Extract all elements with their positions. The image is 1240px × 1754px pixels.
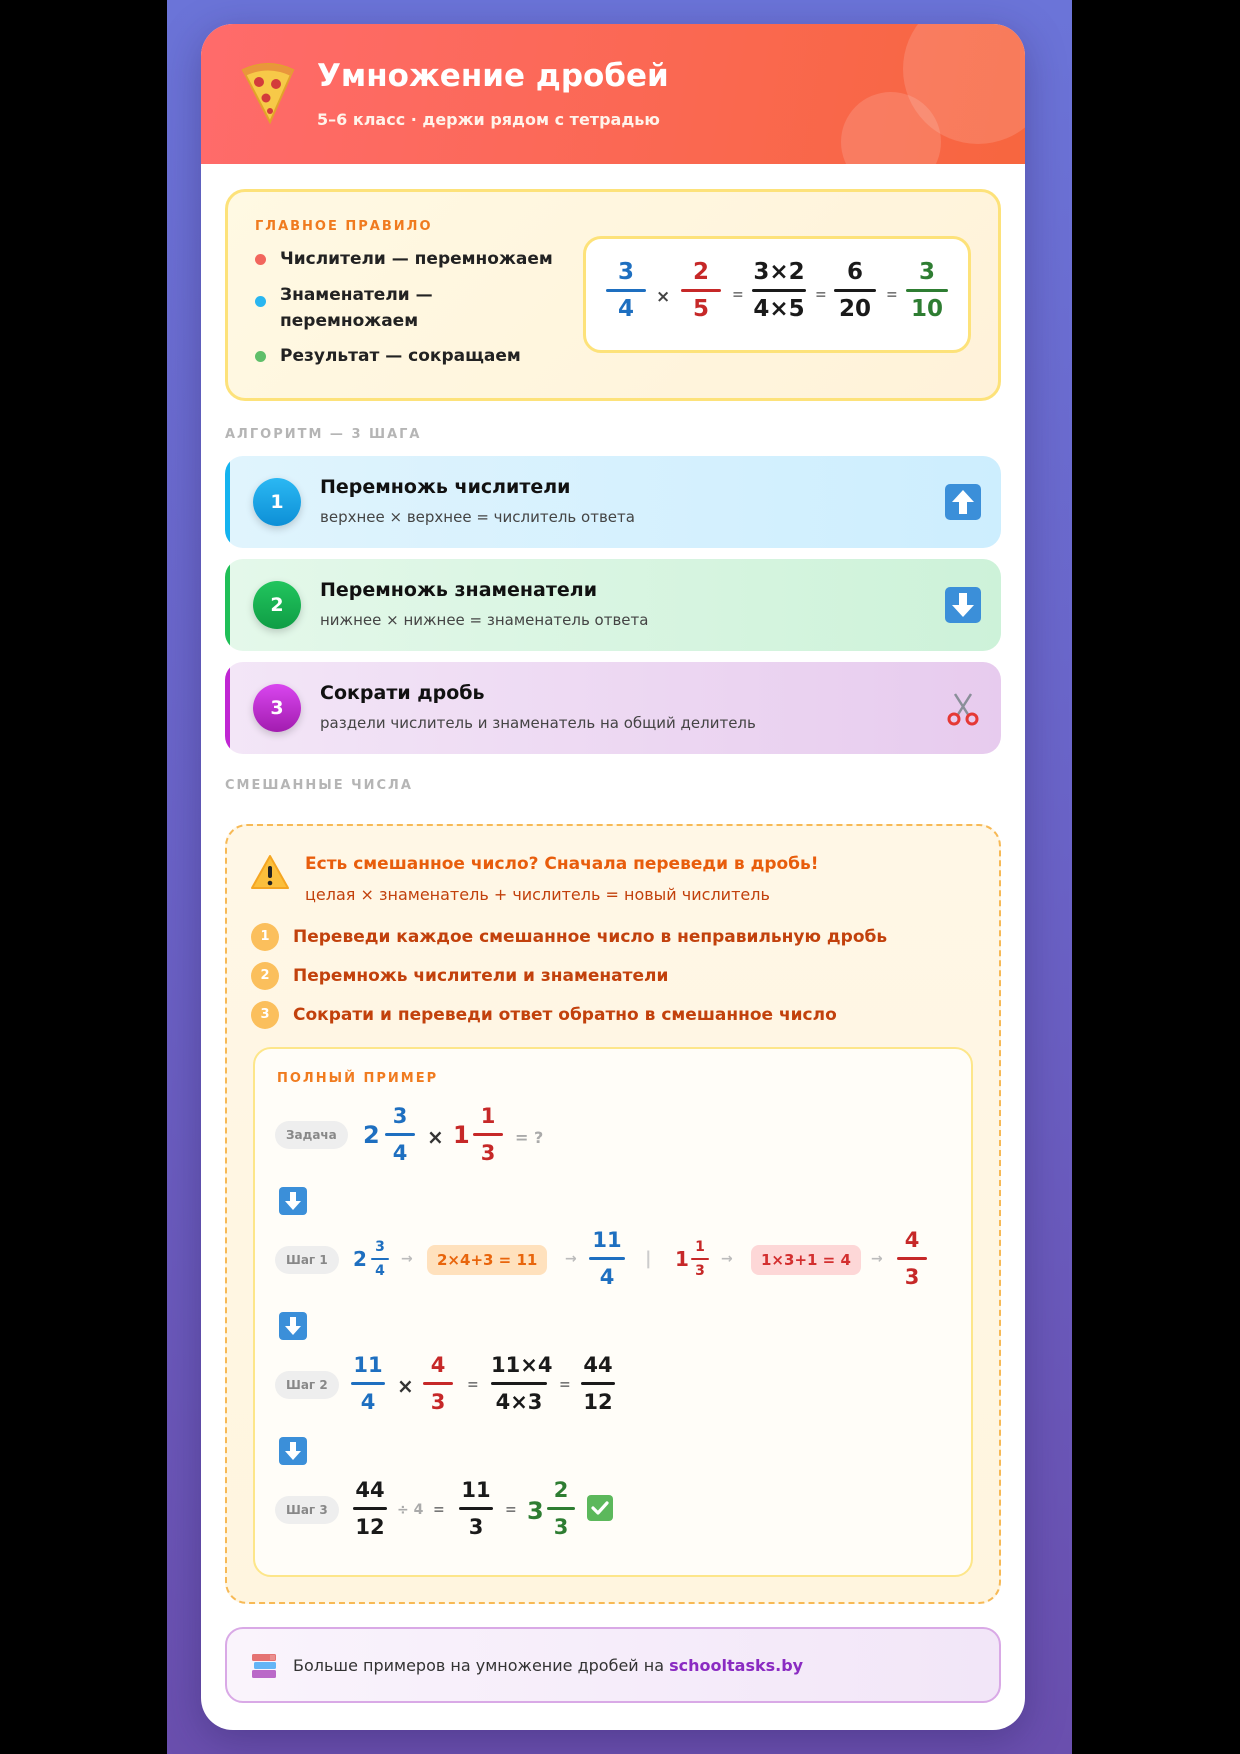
fraction bbox=[491, 1350, 553, 1417]
down-arrow-icon bbox=[279, 1437, 307, 1465]
numerator: 6 bbox=[846, 259, 863, 285]
fraction bbox=[897, 1225, 927, 1292]
denominator: 4 bbox=[392, 1141, 408, 1165]
denominator: 5 bbox=[692, 296, 709, 322]
step-number: 3 bbox=[253, 684, 301, 732]
step-title: Перемножь числители bbox=[320, 476, 571, 498]
fraction bbox=[473, 1101, 503, 1168]
fraction-bar bbox=[906, 289, 948, 292]
fraction-bar bbox=[353, 1507, 387, 1510]
pizza-icon bbox=[239, 60, 297, 124]
footer-text-prefix: Больше примеров на умножение дробей на bbox=[293, 1656, 670, 1675]
numerator: 4 bbox=[904, 1228, 920, 1252]
fraction-bar bbox=[834, 289, 876, 292]
step-title: Сократи дробь bbox=[320, 682, 485, 704]
mixed-whole: 2 bbox=[353, 1247, 367, 1271]
denominator: 4×3 bbox=[495, 1390, 543, 1414]
mixed-step-text: Сократи и переведи ответ обратно в смешанное число bbox=[293, 1005, 837, 1025]
numerator: 3 bbox=[392, 1104, 408, 1128]
task-pill: Задача bbox=[275, 1121, 348, 1149]
numerator: 3 bbox=[375, 1239, 385, 1255]
full-example-box bbox=[253, 1047, 973, 1577]
denominator: 20 bbox=[838, 296, 871, 322]
step-pill: Шаг 3 bbox=[275, 1496, 339, 1524]
numerator: 3 bbox=[918, 259, 935, 285]
denominator: 3 bbox=[430, 1390, 446, 1414]
arrow-sign: → bbox=[721, 1251, 733, 1267]
step-accent-bar bbox=[225, 559, 230, 651]
algorithm-step-3 bbox=[225, 662, 1001, 754]
fraction-bar bbox=[897, 1257, 927, 1260]
fraction bbox=[423, 1350, 453, 1417]
algorithm-step-2 bbox=[225, 559, 1001, 651]
footer-link[interactable]: schooltasks.by bbox=[669, 1656, 804, 1675]
mixed-whole: 2 bbox=[363, 1121, 380, 1149]
fraction-bar bbox=[351, 1382, 385, 1385]
fraction bbox=[459, 1475, 493, 1542]
fraction-bar bbox=[459, 1507, 493, 1510]
denominator: 12 bbox=[583, 1390, 613, 1414]
fraction bbox=[834, 257, 876, 324]
bullet-dot bbox=[255, 254, 266, 265]
scissors-icon bbox=[945, 690, 981, 726]
denominator: 3 bbox=[553, 1515, 569, 1539]
fraction-bar bbox=[423, 1382, 453, 1385]
fraction bbox=[906, 257, 948, 324]
rule-formula bbox=[583, 236, 971, 353]
mixed-step bbox=[251, 923, 887, 951]
numerator: 1 bbox=[480, 1104, 496, 1128]
bullet-dot bbox=[255, 351, 266, 362]
numerator: 4 bbox=[430, 1353, 446, 1377]
step-accent-bar bbox=[225, 456, 230, 548]
question-tail: = ? bbox=[515, 1128, 544, 1147]
equals-sign: = bbox=[505, 1502, 517, 1518]
main-rule-box bbox=[225, 189, 1001, 401]
separator: | bbox=[645, 1248, 652, 1269]
page-title: Умножение дробей bbox=[317, 58, 669, 94]
denominator: 4×5 bbox=[753, 296, 805, 322]
fraction bbox=[681, 257, 721, 324]
arrow-sign: → bbox=[565, 1251, 577, 1267]
fraction bbox=[547, 1475, 575, 1542]
rule-bullet bbox=[255, 343, 521, 369]
step-number: 2 bbox=[253, 581, 301, 629]
denominator: 12 bbox=[355, 1515, 385, 1539]
equals-sign: = bbox=[467, 1377, 479, 1393]
warning-icon bbox=[251, 854, 289, 890]
arrow-sign: → bbox=[401, 1251, 413, 1267]
cheat-sheet-card bbox=[201, 24, 1025, 1730]
rule-bullet-text: Числители — перемножаем bbox=[280, 249, 553, 269]
footer-text bbox=[293, 1656, 803, 1675]
warning-title: Есть смешанное число? Сначала переведи в дробь! bbox=[305, 854, 819, 874]
fraction bbox=[589, 1225, 625, 1292]
step-pill: Шаг 2 bbox=[275, 1371, 339, 1399]
books-icon bbox=[249, 1651, 279, 1681]
mixed-whole: 1 bbox=[453, 1121, 470, 1149]
denominator: 3 bbox=[695, 1263, 705, 1279]
fraction-bar bbox=[691, 1258, 709, 1260]
fraction-bar bbox=[473, 1133, 503, 1136]
check-mark-icon bbox=[587, 1495, 613, 1521]
step-description: раздели числитель и знаменатель на общий делитель bbox=[320, 714, 756, 732]
rule-bullet-text: Результат — сокращаем bbox=[280, 346, 521, 366]
equals-sign: = bbox=[815, 287, 827, 303]
fraction bbox=[691, 1238, 709, 1280]
denominator: 3 bbox=[468, 1515, 484, 1539]
fraction-bar bbox=[606, 289, 646, 292]
rule-bullet-text: Знаменатели — перемножаем bbox=[280, 285, 433, 331]
fraction bbox=[371, 1238, 389, 1280]
fraction-bar bbox=[581, 1382, 615, 1385]
equals-sign: = bbox=[886, 287, 898, 303]
fraction-bar bbox=[491, 1382, 547, 1385]
numerator: 3 bbox=[617, 259, 634, 285]
numerator: 44 bbox=[583, 1353, 613, 1377]
calc-chip: 2×4+3 = 11 bbox=[427, 1245, 547, 1275]
divide-by: ÷ 4 bbox=[397, 1502, 424, 1518]
fraction-bar bbox=[371, 1258, 389, 1260]
fraction bbox=[351, 1350, 385, 1417]
denominator: 3 bbox=[904, 1265, 920, 1289]
header-banner bbox=[201, 24, 1025, 164]
mixed-step bbox=[251, 1001, 837, 1029]
bullet-dot bbox=[255, 296, 266, 307]
up-arrow-icon bbox=[945, 484, 981, 520]
numerator: 3×2 bbox=[753, 259, 805, 285]
numerator: 44 bbox=[355, 1478, 385, 1502]
fraction-bar bbox=[681, 289, 721, 292]
down-arrow-icon bbox=[945, 587, 981, 623]
mixed-whole: 1 bbox=[675, 1247, 689, 1271]
mixed-numbers-box bbox=[225, 824, 1001, 1604]
equals-sign: = bbox=[559, 1377, 571, 1393]
numerator: 11×4 bbox=[491, 1353, 553, 1377]
fraction bbox=[752, 257, 806, 324]
numerator: 2 bbox=[553, 1478, 569, 1502]
mixed-step bbox=[251, 962, 668, 990]
page-background bbox=[167, 0, 1072, 1754]
mixed-step-number: 1 bbox=[251, 923, 279, 951]
down-arrow-icon bbox=[279, 1312, 307, 1340]
numerator: 2 bbox=[692, 259, 709, 285]
mixed-step-text: Переведи каждое смешанное число в неправильную дробь bbox=[293, 927, 888, 947]
fraction bbox=[385, 1101, 415, 1168]
denominator: 4 bbox=[360, 1390, 376, 1414]
algorithm-step-1 bbox=[225, 456, 1001, 548]
denominator: 4 bbox=[617, 296, 634, 322]
numerator: 1 bbox=[695, 1239, 705, 1255]
warning-formula: целая × знаменатель + числитель = новый числитель bbox=[305, 885, 770, 904]
fraction-bar bbox=[385, 1133, 415, 1136]
fraction bbox=[353, 1475, 387, 1542]
arrow-sign: → bbox=[871, 1251, 883, 1267]
fraction-bar bbox=[752, 289, 806, 292]
down-arrow-icon bbox=[279, 1187, 307, 1215]
fraction-bar bbox=[589, 1257, 625, 1260]
numerator: 11 bbox=[461, 1478, 491, 1502]
main-rule-label: ГЛАВНОЕ ПРАВИЛО bbox=[255, 219, 433, 234]
equals-sign: = bbox=[433, 1502, 445, 1518]
calc-chip: 1×3+1 = 4 bbox=[751, 1245, 861, 1275]
mixed-step-text: Перемножь числители и знаменатели bbox=[293, 966, 669, 986]
step-description: верхнее × верхнее = числитель ответа bbox=[320, 508, 635, 526]
fraction bbox=[606, 257, 646, 324]
times-sign: × bbox=[397, 1374, 414, 1398]
step-description: нижнее × нижнее = знаменатель ответа bbox=[320, 611, 649, 629]
footer-banner bbox=[225, 1627, 1001, 1703]
times-sign: × bbox=[427, 1125, 444, 1149]
rule-bullet bbox=[255, 282, 545, 334]
numerator: 11 bbox=[592, 1228, 622, 1252]
step-pill: Шаг 1 bbox=[275, 1246, 339, 1274]
numerator: 11 bbox=[353, 1353, 383, 1377]
mixed-numbers-label: СМЕШАННЫЕ ЧИСЛА bbox=[225, 778, 413, 793]
mixed-step-number: 2 bbox=[251, 962, 279, 990]
full-example-label: ПОЛНЫЙ ПРИМЕР bbox=[277, 1071, 439, 1086]
step-number: 1 bbox=[253, 478, 301, 526]
step-accent-bar bbox=[225, 662, 230, 754]
equals-sign: = bbox=[732, 287, 744, 303]
denominator: 10 bbox=[910, 296, 943, 322]
algorithm-label: АЛГОРИТМ — 3 ШАГА bbox=[225, 427, 422, 442]
mixed-whole: 3 bbox=[527, 1497, 544, 1525]
mixed-step-number: 3 bbox=[251, 1001, 279, 1029]
denominator: 4 bbox=[375, 1263, 385, 1279]
step-title: Перемножь знаменатели bbox=[320, 579, 598, 601]
rule-bullet bbox=[255, 246, 553, 272]
times-sign: × bbox=[656, 287, 671, 307]
fraction bbox=[581, 1350, 615, 1417]
denominator: 4 bbox=[599, 1265, 615, 1289]
page-subtitle: 5–6 класс · держи рядом с тетрадью bbox=[317, 110, 660, 129]
denominator: 3 bbox=[480, 1141, 496, 1165]
fraction-bar bbox=[547, 1507, 575, 1510]
